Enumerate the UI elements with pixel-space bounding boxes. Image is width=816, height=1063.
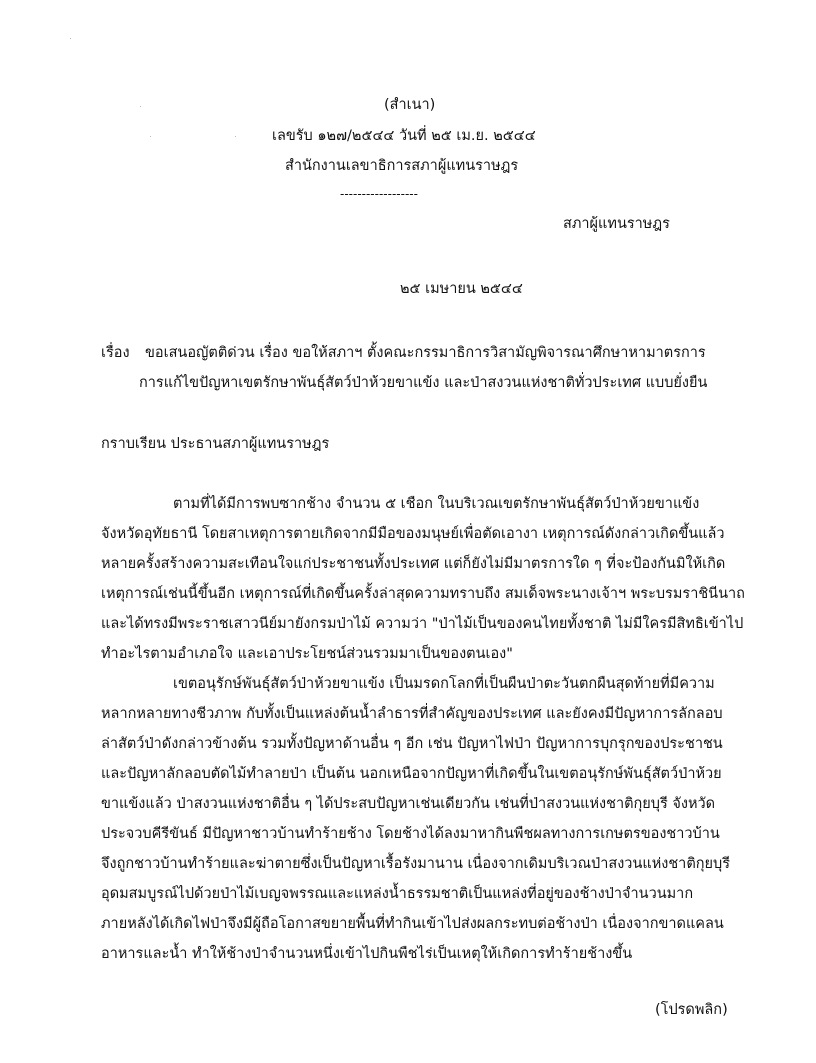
body-line: และปัญหาลักลอบตัดไม้ทำลายป่า เป็นต้น นอกเหนือจากปัญหาที่เกิดขึ้นในเขตอนุรักษ์พันธุ์สัตว์ป่าห้วย	[101, 766, 722, 782]
office-name: สำนักงานเลขาธิการสภาผู้แทนราษฎร	[285, 158, 519, 174]
body-line: เขตอนุรักษ์พันธุ์สัตว์ป่าห้วยขาแข้ง เป็นมรดกโลกที่เป็นผืนป่าตะวันตกผืนสุดท้ายที่มีความ	[173, 676, 715, 692]
body-line: ล่าสัตว์ป่าดังกล่าวข้างต้น รวมทั้งปัญหาด้านอื่น ๆ อีก เช่น ปัญหาไฟป่า ปัญหาการบุกรุกของประชาชน	[101, 736, 723, 752]
body-line: ภายหลังได้เกิดไฟป่าจึงมีผู้ถือโอกาสขยายพื้นที่ทำกินเข้าไปส่งผลกระทบต่อช้างป่า เนื่องจากขาดแคลน	[101, 916, 724, 932]
scan-speck	[235, 136, 236, 137]
document-date: ๒๕ เมษายน ๒๕๔๔	[400, 281, 523, 297]
scan-speck	[70, 38, 71, 39]
scan-speck	[140, 106, 141, 107]
body-line: อุดมสมบูรณ์ไปด้วยป่าไม้เบญจพรรณและแหล่งน้ำธรรมชาติเป็นแหล่งที่อยู่ของช้างป่าจำนวนมาก	[101, 886, 694, 902]
body-line: หลากหลายทางชีวภาพ กับทั้งเป็นแหล่งต้นน้ำลำธารที่สำคัญของประเทศ และยังคงมีปัญหาการลักลอบ	[101, 706, 723, 722]
body-line: จังหวัดอุทัยธานี โดยสาเหตุการตายเกิดจากมีมือของมนุษย์เพื่อตัดเอางา เหตุการณ์ดังกล่าวเกิดขึ้นแล้ว	[101, 526, 725, 542]
body-line: หลายครั้งสร้างความสะเทือนใจแก่ประชาชนทั้งประเทศ แต่ก็ยังไม่มีมาตรการใด ๆ ที่จะป้องกันมิให้เกิด	[101, 556, 726, 572]
separator-line: ------------------	[340, 187, 418, 201]
body-line: ตามที่ได้มีการพบซากช้าง จำนวน ๕ เชือก ในบริเวณเขตรักษาพันธุ์สัตว์ป่าห้วยขาแข้ง	[173, 496, 700, 512]
body-line: และได้ทรงมีพระราชเสาวนีย์มายังกรมป่าไม้ ความว่า "ป่าไม้เป็นของคนไทยทั้งชาติ ไม่มีใครมีสิทธิเข้าไป	[101, 616, 744, 632]
copy-mark: (สำเนา)	[384, 97, 436, 113]
turn-over-note: (โปรดพลิก)	[655, 1002, 728, 1018]
scan-speck	[150, 136, 151, 137]
body-line: ประจวบคีรีขันธ์ มีปัญหาชาวบ้านทำร้ายช้าง โดยช้างได้ลงมาหากินพืชผลทางการเกษตรของชาวบ้าน	[101, 826, 720, 842]
subject-line-1: ขอเสนอญัตติด่วน เรื่อง ขอให้สภาฯ ตั้งคณะกรรมาธิการวิสามัญพิจารณาศึกษาหามาตรการ	[145, 345, 706, 361]
body-line: จึงถูกชาวบ้านทำร้ายและฆ่าตายซึ่งเป็นปัญหาเรื้อรังมานาน เนื่องจากเดิมบริเวณป่าสงวนแห่งชาติกุยบุรี	[101, 856, 731, 872]
salutation: กราบเรียน ประธานสภาผู้แทนราษฎร	[101, 436, 330, 452]
recipient-organization: สภาผู้แทนราษฎร	[563, 216, 670, 232]
body-line: ขาแข้งแล้ว ป่าสงวนแห่งชาติอื่น ๆ ได้ประสบปัญหาเช่นเดียวกัน เช่นที่ป่าสงวนแห่งชาติกุยบุรี จังหวัด	[101, 796, 716, 812]
receipt-line: เลขรับ ๑๒๗/๒๕๔๔ วันที่ ๒๕ เม.ย. ๒๕๔๔	[272, 128, 536, 144]
subject-label: เรื่อง	[101, 345, 130, 361]
body-line: อาหารและน้ำ ทำให้ช้างป่าจำนวนหนึ่งเข้าไปกินพืชไร่เป็นเหตุให้เกิดการทำร้ายช้างขึ้น	[101, 946, 633, 962]
subject-line-2: การแก้ไขปัญหาเขตรักษาพันธุ์สัตว์ป่าห้วยขาแข้ง และป่าสงวนแห่งชาติทั่วประเทศ แบบยั่งยืน	[139, 375, 708, 391]
body-line: ทำอะไรตามอำเภอใจ และเอาประโยชน์ส่วนรวมมาเป็นของตนเอง"	[101, 646, 513, 662]
body-line: เหตุการณ์เช่นนี้ขึ้นอีก เหตุการณ์ที่เกิดขึ้นครั้งล่าสุดความทราบถึง สมเด็จพระนางเจ้าฯ พระบรมราชินีนาถ	[101, 586, 745, 602]
